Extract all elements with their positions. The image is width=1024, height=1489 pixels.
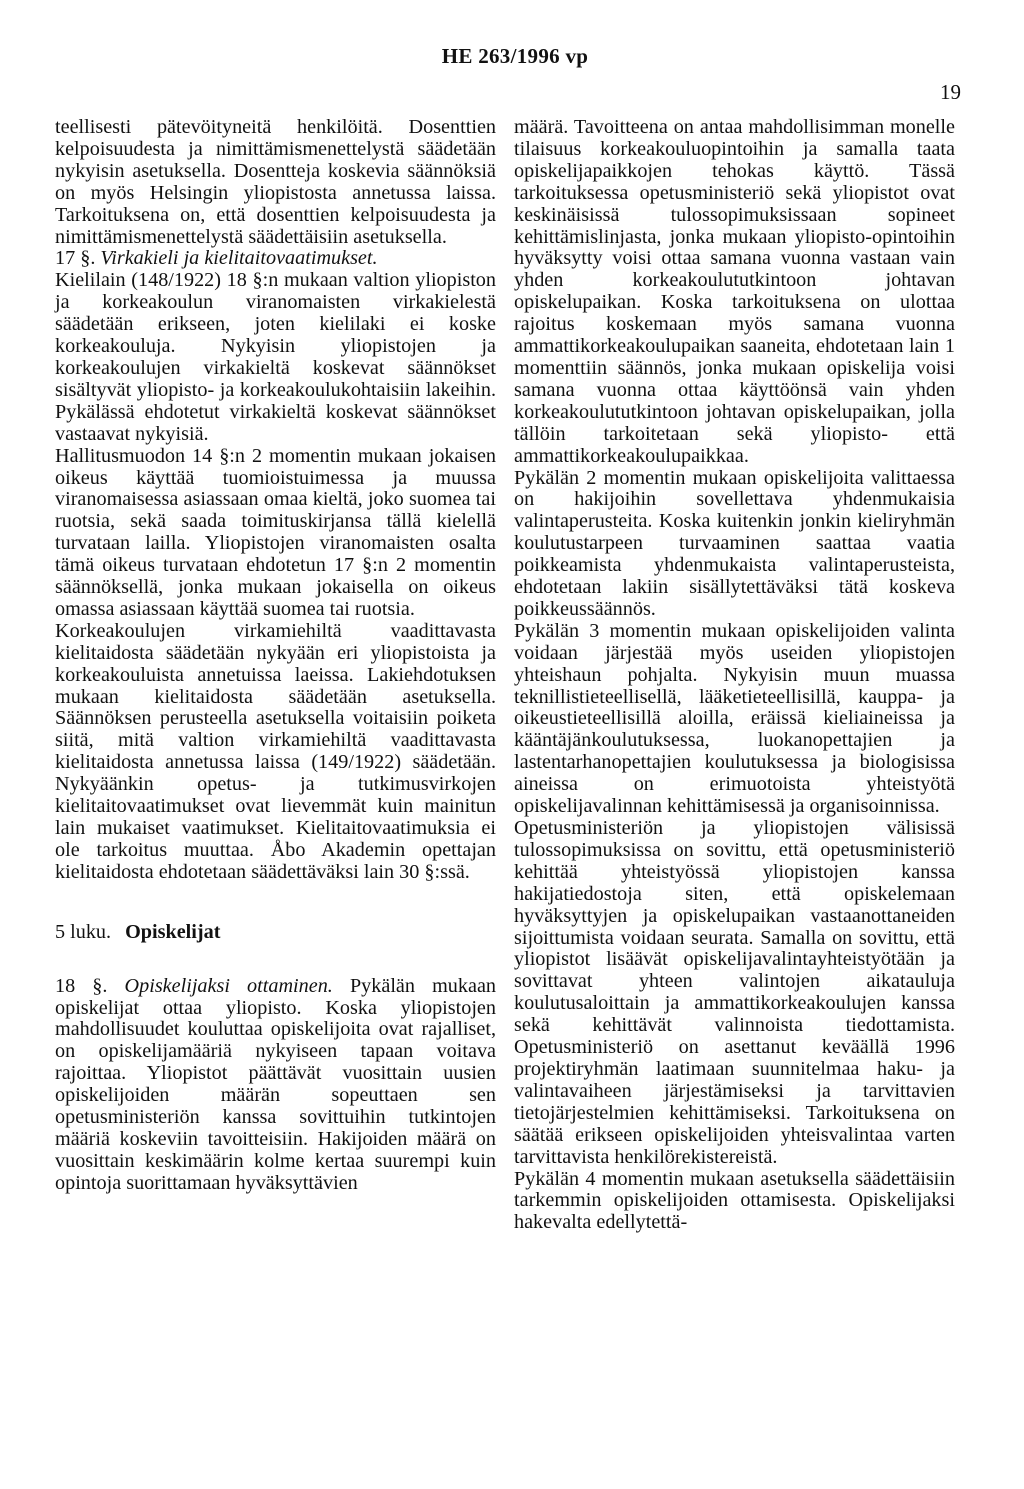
chapter-number: 5 luku.: [55, 920, 112, 943]
left-paragraph-1: teellisesti pätevöityneitä henkilöitä. Dosenttien kelpoisuudesta ja nimittämismenettelystä säädetään nykyisin asetuksella. Dosentteja koskevia säännöksiä on myös Helsingin yliopistosta annetussa laissa. Tarkoituksena on, että dosenttien kelpoisuudesta ja nimittämismenettelystä säädettäisiin asetuksella.: [55, 116, 496, 248]
left-paragraph-4: Korkeakoulujen virkamiehiltä vaadittavasta kielitaidosta säädetään nykyään eri yliopistoista ja korkeakouluista annetuissa laeissa. Lakiehdotuksen mukaan kielitaidosta säädetään asetuksella. Säännöksen perusteella asetuksella voitaisiin poiketa siitä, mitä valtion virkamiehiltä vaadittavasta kielitaidosta annetussa laissa (149/1922) säädetään. Nykyäänkin opetus- ja tutkimusvirkojen kielitaitovaatimukset ovat lievemmät kuin mainitun lain mukaiset vaatimukset. Kielitaitovaatimuksia ei ole tarkoitus muuttaa. Åbo Akademin opettajan kielitaidosta ehdotetaan säädettäväksi lain 30 §:ssä.: [55, 619, 496, 883]
page-header-title: HE 263/1996 vp: [441, 44, 589, 68]
section-18-paragraph: [55, 976, 496, 1195]
right-paragraph-5: Pykälän 4 momentin mukaan asetuksella säädettäisiin tarkemmin opiskelijoiden ottamisesta. Opiskelijaksi hakevalta edellytettä-: [514, 1167, 955, 1234]
right-column: [514, 117, 955, 1234]
section-17-heading: [55, 248, 496, 270]
right-paragraph-2: Pykälän 2 momentin mukaan opiskelijoita valittaessa on hakijoihin sovellettava yhdenmukaisia valintaperusteita. Koska kuitenkin jonkin kieliryhmän koulutustarpeen turvaaminen saattaa vaatia poikkeamista yhdenmukaista valintaperusteista, ehdotetaan lakiin sisällytettäväksi tätä koskeva poikkeussäännös.: [514, 466, 955, 620]
page-number: 19: [940, 80, 961, 104]
right-paragraph-1: määrä. Tavoitteena on antaa mahdollisimman monelle tilaisuus korkeakouluopintoihin ja samalla taata opiskelijapaikkojen tehokas käyttö. Tässä tarkoituksessa opetusministeriö sekä yliopistot ovat keskinäisissä tulossopimuksissaan sopineet kehittämislinjasta, jonka mukaan yliopisto-opintoihin hyväksytty voisi ottaa samana vuonna vastaan vain yhden korkeakoulututkintoon johtavan opiskelupaikan. Koska tarkoituksena on ulottaa rajoitus koskemaan myös samana vuonna ammattikorkeakoulupaikan saaneita, ehdotetaan lain 1 momenttiin säännös, jonka mukaan opiskelija voisi samana vuonna ottaa käyttöönsä vain yhden korkeakoulututkintoon johtavan opiskelupaikan, jolla tällöin tarkoitetaan sekä yliopisto- että ammattikorkeakoulupaikkaa.: [514, 116, 955, 467]
left-column: [55, 117, 496, 1195]
chapter-title: Opiskelijat: [125, 920, 221, 943]
left-paragraph-3: Hallitusmuodon 14 §:n 2 momentin mukaan jokaisen oikeus käyttää tuomioistuimessa ja muussa viranomaisessa asiassaan omaa kieltä, joko suomea tai ruotsia, sekä saada toimituskirjansa tällä kielellä turvataan lailla. Yliopistojen viranomaisten osalta tämä oikeus turvataan ehdotetun 17 §:n 2 momentin säännöksellä, jonka mukaan jokaisella on oikeus omassa asiassaan käyttää suomea tai ruotsia.: [55, 444, 496, 620]
left-paragraph-5: Pykälän mukaan opiskelijat ottaa yliopisto. Koska yliopistojen mahdollisuudet kouluttaa opiskelijoita ovat rajalliset, on opiskelijamääriä nykyiseen tapaan voitava rajoittaa. Yliopistot päättävät vuosittain uusien opiskelijoiden määrän sopeuttaen sen opetusministeriön kanssa sovittuihin tutkintojen määriä koskeviin tavoitteisiin. Hakijoiden määrä on vuosittain keskimäärin kolme kertaa suurempi kuin opintoja suorittamaan hyväksyttävien: [55, 974, 496, 1194]
right-paragraph-3: Pykälän 3 momentin mukaan opiskelijoiden valinta voidaan järjestää myös useiden yliopistojen yhteishaun pohjalta. Nykyisin muun muassa teknillistieteellisellä, lääketieteellisillä, kauppa- ja oikeustieteellisillä aloilla, eräissä kieliaineissa ja kääntäjänkoulutuksessa, luokanopettajien ja lastentarhanopettajien koulutuksessa ja biologisissa aineissa on erimuotoista yhteistyötä opiskelijavalinnan kehittämisessä ja organisoinnissa.: [514, 619, 955, 818]
right-paragraph-4: Opetusministeriön ja yliopistojen välisissä tulossopimuksissa on sovittu, että opetusministeriö kehittää yhteistyössä yliopistojen kanssa hakijatiedostoja siten, että opiskelemaan hyväksyttyjen ja opiskelupaikan vastaanottaneiden sijoittumista voidaan seurata. Samalla on sovittu, että yliopistot lisäävät opiskelijavalintayhteistyötään ja sovittavat yhteen valintojen aikatauluja koulutusaloittain ja ammattikorkeakoulujen kanssa sekä kehittävät valinnoista tiedottamista. Opetusministeriö on asettanut keväällä 1996 projektiryhmän laatimaan suunnitelmaa haku- ja valintavaiheen järjestämiseksi ja tarvittavien tietojärjestelmien kehittämiseksi. Tarkoituksena on säätää erikseen opiskelijoiden yhteisvalintaa varten tarvittavista henkilörekistereistä.: [514, 817, 955, 1168]
section-17-number: 17 §.: [55, 247, 96, 270]
left-paragraph-2: Kielilain (148/1922) 18 §:n mukaan valtion yliopiston ja korkeakoulun viranomaisten virkakielestä säädetään erikseen, joten kielilaki ei koske korkeakouluja. Nykyisin yliopistojen ja korkeakoulujen virkakieltä koskevat säännökset sisältyvät yliopisto- ja korkeakoulukohtaisiin lakeihin. Pykälässä ehdotetut virkakieltä koskevat säännökset vastaavat nykyisiä.: [55, 269, 496, 445]
section-17-title: Virkakieli ja kielitaitovaatimukset.: [100, 247, 378, 270]
chapter-heading: [55, 922, 496, 944]
section-18-number: 18 §.: [55, 974, 108, 997]
section-18-title: Opiskelijaksi ottaminen.: [124, 974, 333, 997]
